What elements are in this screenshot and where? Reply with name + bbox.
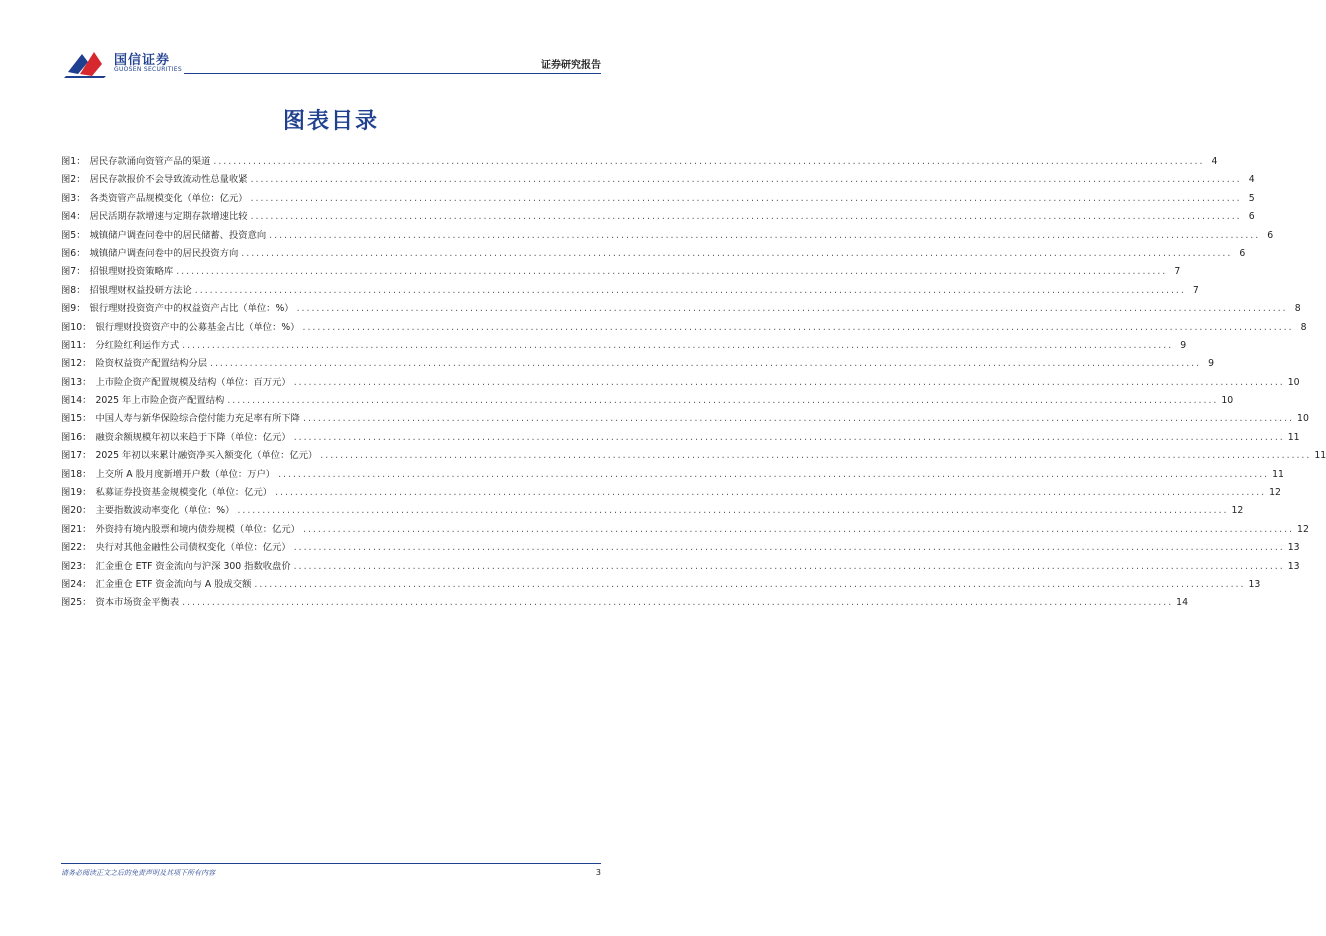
toc-leader-dots: ........................................................................................................................................................................................................ bbox=[302, 321, 1294, 333]
logo-subtitle: GUOSEN SECURITIES bbox=[114, 66, 183, 73]
toc-entry-number: 图22： bbox=[61, 542, 92, 554]
toc-leader-dots: ........................................................................................................................................................................................................ bbox=[293, 431, 1285, 443]
toc-entry[interactable] bbox=[61, 282, 1199, 300]
toc-leader-dots: ........................................................................................................................................................................................................ bbox=[293, 542, 1285, 554]
toc-leader-dots: ........................................................................................................................................................................................................ bbox=[278, 468, 1270, 480]
toc-entry-number: 图11： bbox=[61, 339, 92, 351]
toc-entry-number: 图12： bbox=[61, 358, 92, 370]
header-divider bbox=[184, 73, 601, 74]
toc-entry-number: 图14： bbox=[61, 395, 92, 407]
toc-entry-page: 9 bbox=[1180, 339, 1187, 351]
toc-entry-title: 主要指数波动率变化（单位：%） bbox=[95, 505, 235, 517]
toc-entry-page: 5 bbox=[1248, 192, 1255, 204]
toc-entry-page: 6 bbox=[1248, 211, 1255, 223]
toc-entry[interactable] bbox=[61, 447, 1326, 465]
toc-entry[interactable] bbox=[61, 576, 1261, 594]
toc-entry-page: 13 bbox=[1248, 578, 1261, 590]
toc-entry[interactable] bbox=[61, 429, 1300, 447]
toc-entry-number: 图20： bbox=[61, 505, 92, 517]
toc-entry-title: 居民存款涌向资管产品的渠道 bbox=[89, 156, 211, 167]
toc-entry[interactable] bbox=[61, 539, 1300, 557]
toc-entry[interactable] bbox=[61, 208, 1255, 226]
toc-entry-number: 图17： bbox=[61, 450, 92, 462]
company-logo bbox=[64, 46, 184, 80]
toc-leader-dots: ........................................................................................................................................................................................................ bbox=[296, 303, 1288, 315]
toc-entry-title: 城镇储户调查问卷中的居民投资方向 bbox=[89, 247, 239, 259]
toc-entry-page: 13 bbox=[1287, 560, 1300, 572]
toc-entry-title: 2025 年初以来累计融资净买入额变化（单位：亿元） bbox=[95, 450, 318, 462]
logo-name: 国信证券 bbox=[114, 53, 171, 68]
footer-disclaimer: 请务必阅读正文之后的免责声明及其项下所有内容 bbox=[61, 869, 215, 877]
toc-entry-page: 11 bbox=[1272, 468, 1284, 480]
toc-entry-number: 图25： bbox=[61, 597, 92, 609]
toc-entry-page: 7 bbox=[1192, 284, 1199, 296]
toc-entry[interactable] bbox=[61, 171, 1255, 189]
toc-entry-title: 银行理财投资资产中的公募基金占比（单位：%） bbox=[95, 321, 300, 333]
toc-entry-title: 上市险企资产配置规模及结构（单位：百万元） bbox=[95, 376, 291, 388]
toc-entry-page: 12 bbox=[1269, 487, 1281, 499]
toc-entry-title: 央行对其他金融性公司债权变化（单位：亿元） bbox=[95, 542, 291, 554]
toc-entry-number: 图21： bbox=[61, 523, 92, 535]
toc-leader-dots: ........................................................................................................................................................................................................ bbox=[250, 211, 1242, 223]
toc-entry-page: 11 bbox=[1287, 431, 1300, 443]
toc-entry-title: 招银理财投资策略库 bbox=[89, 266, 174, 278]
toc-entry[interactable] bbox=[61, 355, 1215, 373]
toc-entry-title: 融资余额规模年初以来趋于下降（单位：亿元） bbox=[95, 431, 291, 443]
toc-entry-title: 上交所 A 股月度新增开户数（单位：万户） bbox=[95, 468, 276, 480]
toc-leader-dots: ........................................................................................................................................................................................................ bbox=[269, 229, 1261, 241]
toc-entry-number: 图9： bbox=[61, 303, 86, 315]
toc-entry-number: 图18： bbox=[61, 468, 92, 480]
toc-entry-page: 4 bbox=[1248, 174, 1255, 186]
toc-leader-dots: ........................................................................................................................................................................................................ bbox=[302, 523, 1295, 535]
toc-entry-page: 4 bbox=[1211, 156, 1218, 167]
footer-divider bbox=[61, 863, 601, 864]
toc-leader-dots: ........................................................................................................................................................................................................ bbox=[237, 505, 1229, 517]
toc-entry[interactable] bbox=[61, 466, 1284, 484]
toc-entry-number: 图5： bbox=[61, 229, 86, 241]
toc-entry-title: 城镇储户调查问卷中的居民储蓄、投资意向 bbox=[89, 229, 267, 241]
toc-entry-number: 图6： bbox=[61, 247, 86, 259]
toc-entry[interactable] bbox=[61, 594, 1189, 612]
toc-entry-title: 险资权益资产配置结构分层 bbox=[95, 358, 208, 370]
toc-entry[interactable] bbox=[61, 484, 1281, 502]
toc-entry-number: 图8： bbox=[61, 284, 86, 296]
toc-entry-number: 图19： bbox=[61, 487, 92, 499]
toc-entry[interactable] bbox=[61, 374, 1300, 392]
toc-entry[interactable] bbox=[61, 153, 1218, 171]
toc-entry-number: 图13： bbox=[61, 376, 92, 388]
toc-leader-dots: ........................................................................................................................................................................................................ bbox=[194, 284, 1186, 296]
toc-entry[interactable] bbox=[61, 319, 1307, 337]
toc-leader-dots: ........................................................................................................................................................................................................ bbox=[275, 487, 1267, 499]
toc-entry-number: 图10： bbox=[61, 321, 92, 333]
toc-entry-title: 中国人寿与新华保险综合偿付能力充足率有所下降 bbox=[95, 413, 300, 425]
toc-entry[interactable] bbox=[61, 558, 1300, 576]
toc-entry-title: 各类资管产品规模变化（单位：亿元） bbox=[89, 192, 248, 204]
toc-entry-title: 外资持有境内股票和境内债券规模（单位：亿元） bbox=[95, 523, 300, 535]
toc-entry[interactable] bbox=[61, 521, 1309, 539]
toc-entry-title: 银行理财投资资产中的权益资产占比（单位：%） bbox=[89, 303, 294, 315]
toc-leader-dots: ........................................................................................................................................................................................................ bbox=[210, 358, 1202, 370]
toc-entry-page: 7 bbox=[1174, 266, 1181, 278]
toc-leader-dots: ........................................................................................................................................................................................................ bbox=[254, 578, 1246, 590]
toc-entry[interactable] bbox=[61, 190, 1255, 208]
toc-leader-dots: ........................................................................................................................................................................................................ bbox=[241, 247, 1233, 259]
toc-entry-number: 图3： bbox=[61, 192, 86, 204]
toc-entry-page: 6 bbox=[1267, 229, 1274, 241]
toc-entry-page: 14 bbox=[1176, 597, 1189, 609]
toc-entry-title: 汇金重仓 ETF 资金流向与沪深 300 指数收盘价 bbox=[95, 560, 291, 572]
toc-entry-number: 图24： bbox=[61, 578, 92, 590]
page-number: 3 bbox=[595, 868, 601, 877]
logo-mark-icon bbox=[64, 46, 108, 78]
toc-entry-page: 11 bbox=[1314, 450, 1326, 462]
toc-leader-dots: ........................................................................................................................................................................................................ bbox=[182, 597, 1174, 609]
toc-entry-number: 图16： bbox=[61, 431, 92, 443]
toc-entry-page: 10 bbox=[1287, 376, 1300, 388]
toc-entry-page: 9 bbox=[1208, 358, 1215, 370]
toc-entry-number: 图1： bbox=[61, 156, 86, 167]
toc-entry[interactable] bbox=[61, 392, 1234, 410]
toc-entry-page: 13 bbox=[1287, 542, 1300, 554]
toc-entry-page: 10 bbox=[1297, 413, 1309, 425]
toc-entry-page: 6 bbox=[1239, 247, 1246, 259]
toc-entry[interactable] bbox=[61, 227, 1274, 245]
report-type-label: 证券研究报告 bbox=[541, 60, 601, 71]
toc-leader-dots: ........................................................................................................................................................................................................ bbox=[182, 339, 1174, 351]
toc-entry-title: 2025 年上市险企资产配置结构 bbox=[95, 395, 225, 407]
toc-entry[interactable] bbox=[61, 502, 1244, 520]
toc-leader-dots: ........................................................................................................................................................................................................ bbox=[250, 192, 1242, 204]
toc-entry[interactable] bbox=[61, 337, 1187, 355]
toc-leader-dots: ........................................................................................................................................................................................................ bbox=[213, 156, 1205, 167]
toc-entry-title: 招银理财权益投研方法论 bbox=[89, 284, 192, 296]
toc-entry[interactable] bbox=[61, 410, 1309, 428]
toc-leader-dots: ........................................................................................................................................................................................................ bbox=[250, 174, 1242, 186]
toc-entry-page: 10 bbox=[1221, 395, 1234, 407]
toc-entry[interactable] bbox=[61, 245, 1246, 263]
toc-leader-dots: ........................................................................................................................................................................................................ bbox=[320, 450, 1312, 462]
toc-entry-title: 居民存款报价不会导致流动性总量收紧 bbox=[89, 174, 248, 186]
toc-entry-number: 图2： bbox=[61, 174, 86, 186]
toc-leader-dots: ........................................................................................................................................................................................................ bbox=[293, 560, 1285, 572]
toc-entry-page: 8 bbox=[1300, 321, 1307, 333]
toc-entry-page: 12 bbox=[1297, 523, 1309, 535]
toc-entry-number: 图4： bbox=[61, 211, 86, 223]
page-title: 图表目录 bbox=[282, 109, 379, 134]
toc-entry-page: 8 bbox=[1294, 303, 1301, 315]
toc-entry-page: 12 bbox=[1231, 505, 1244, 517]
toc-entry-title: 汇金重仓 ETF 资金流向与 A 股成交额 bbox=[95, 578, 252, 590]
toc-entry-number: 图23： bbox=[61, 560, 92, 572]
toc-leader-dots: ........................................................................................................................................................................................................ bbox=[227, 395, 1219, 407]
toc-entry[interactable] bbox=[61, 263, 1181, 281]
toc-entry-title: 居民活期存款增速与定期存款增速比较 bbox=[89, 211, 248, 223]
table-of-figures bbox=[61, 153, 1326, 613]
toc-entry-number: 图15： bbox=[61, 413, 92, 425]
toc-leader-dots: ........................................................................................................................................................................................................ bbox=[293, 376, 1285, 388]
toc-entry-number: 图7： bbox=[61, 266, 86, 278]
page-header bbox=[0, 0, 662, 80]
toc-leader-dots: ........................................................................................................................................................................................................ bbox=[302, 413, 1295, 425]
toc-entry-title: 资本市场资金平衡表 bbox=[95, 597, 180, 609]
toc-entry-title: 私募证券投资基金规模变化（单位：亿元） bbox=[95, 487, 273, 499]
toc-entry-title: 分红险红利运作方式 bbox=[95, 339, 180, 351]
toc-entry[interactable] bbox=[61, 300, 1301, 318]
toc-leader-dots: ........................................................................................................................................................................................................ bbox=[176, 266, 1168, 278]
